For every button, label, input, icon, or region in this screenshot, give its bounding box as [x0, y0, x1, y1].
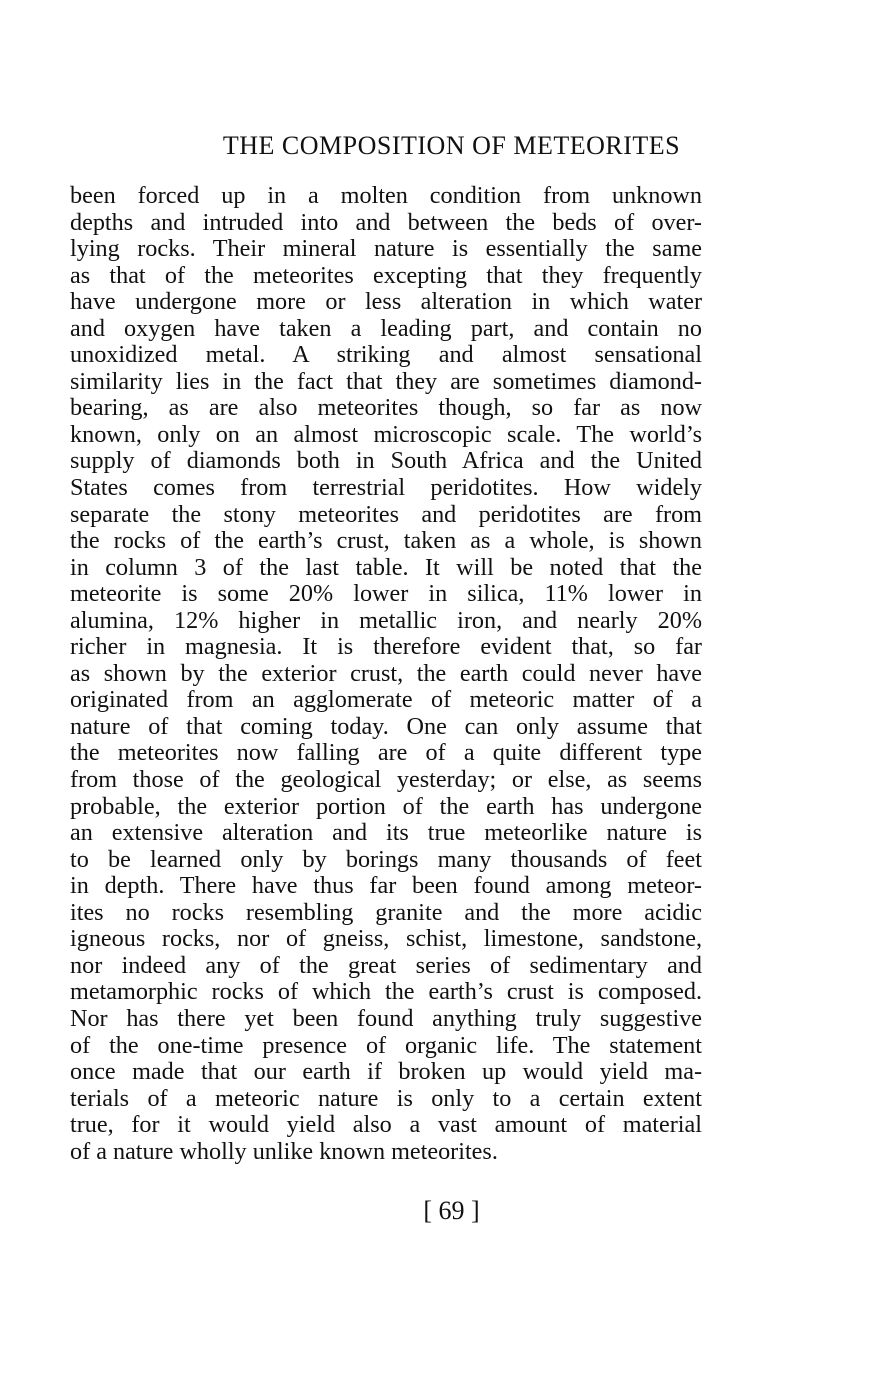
text-line: an extensive alteration and its true meteorlike nature is: [70, 819, 702, 847]
text-line: known, only on an almost microscopic scale. The world’s: [70, 420, 702, 448]
text-line: been forced up in a molten condition from unknown: [70, 182, 702, 209]
text-line: Nor has there yet been found anything truly suggestive: [70, 1004, 702, 1032]
text-line: igneous rocks, nor of gneiss, schist, limestone, sandstone,: [70, 925, 702, 953]
text-line: supply of diamonds both in South Africa and the United: [70, 447, 702, 475]
text-line: meteorite is some 20% lower in silica, 11% lower in: [70, 580, 702, 608]
text-line: terials of a meteoric nature is only to a certain extent: [70, 1084, 702, 1112]
text-line: separate the stony meteorites and peridotites are from: [70, 500, 702, 528]
running-head: THE COMPOSITION OF METEORITES: [222, 131, 681, 160]
text-line: alumina, 12% higher in metallic iron, and nearly 20%: [70, 606, 702, 634]
text-line: lying rocks. Their mineral nature is essentially the same: [70, 235, 702, 263]
text-line: ites no rocks resembling granite and the more acidic: [70, 898, 702, 926]
text-line: bearing, as are also meteorites though, so far as now: [70, 394, 702, 422]
text-line: from those of the geological yesterday; or else, as seems: [70, 766, 702, 794]
text-line: nature of that coming today. One can only assume that: [70, 712, 702, 740]
text-line: depths and intruded into and between the beds of over-: [70, 208, 702, 236]
text-line: true, for it would yield also a vast amount of material: [70, 1111, 702, 1139]
text-line: originated from an agglomerate of meteoric matter of a: [70, 686, 702, 714]
text-line: once made that our earth if broken up would yield ma-: [70, 1058, 702, 1086]
body-paragraph: [70, 183, 702, 1165]
text-line: richer in magnesia. It is therefore evident that, so far: [70, 633, 702, 661]
text-line: in column 3 of the last table. It will be noted that the: [70, 553, 702, 581]
text-line: as that of the meteorites excepting that they frequently: [70, 261, 702, 289]
text-line: the meteorites now falling are of a quite different type: [70, 739, 702, 767]
text-line: as shown by the exterior crust, the earth could never have: [70, 659, 702, 687]
text-line: to be learned only by borings many thousands of feet: [70, 845, 702, 873]
text-line: nor indeed any of the great series of sedimentary and: [70, 951, 702, 979]
text-line: the rocks of the earth’s crust, taken as a whole, is shown: [70, 527, 702, 555]
text-line: in depth. There have thus far been found among meteor-: [70, 872, 702, 900]
text-line: unoxidized metal. A striking and almost sensational: [70, 341, 702, 369]
text-line: and oxygen have taken a leading part, and contain no: [70, 314, 702, 342]
page-number: [ 69 ]: [423, 1196, 480, 1225]
text-line: have undergone more or less alteration in which water: [70, 288, 702, 316]
text-line: metamorphic rocks of which the earth’s crust is composed.: [70, 978, 702, 1006]
text-line: probable, the exterior portion of the earth has undergone: [70, 792, 702, 820]
text-line: States comes from terrestrial peridotites. How widely: [70, 474, 702, 502]
text-line: of a nature wholly unlike known meteorites.: [70, 1137, 498, 1165]
text-line: similarity lies in the fact that they are sometimes diamond-: [70, 367, 702, 395]
text-line: of the one-time presence of organic life. The statement: [70, 1031, 702, 1059]
